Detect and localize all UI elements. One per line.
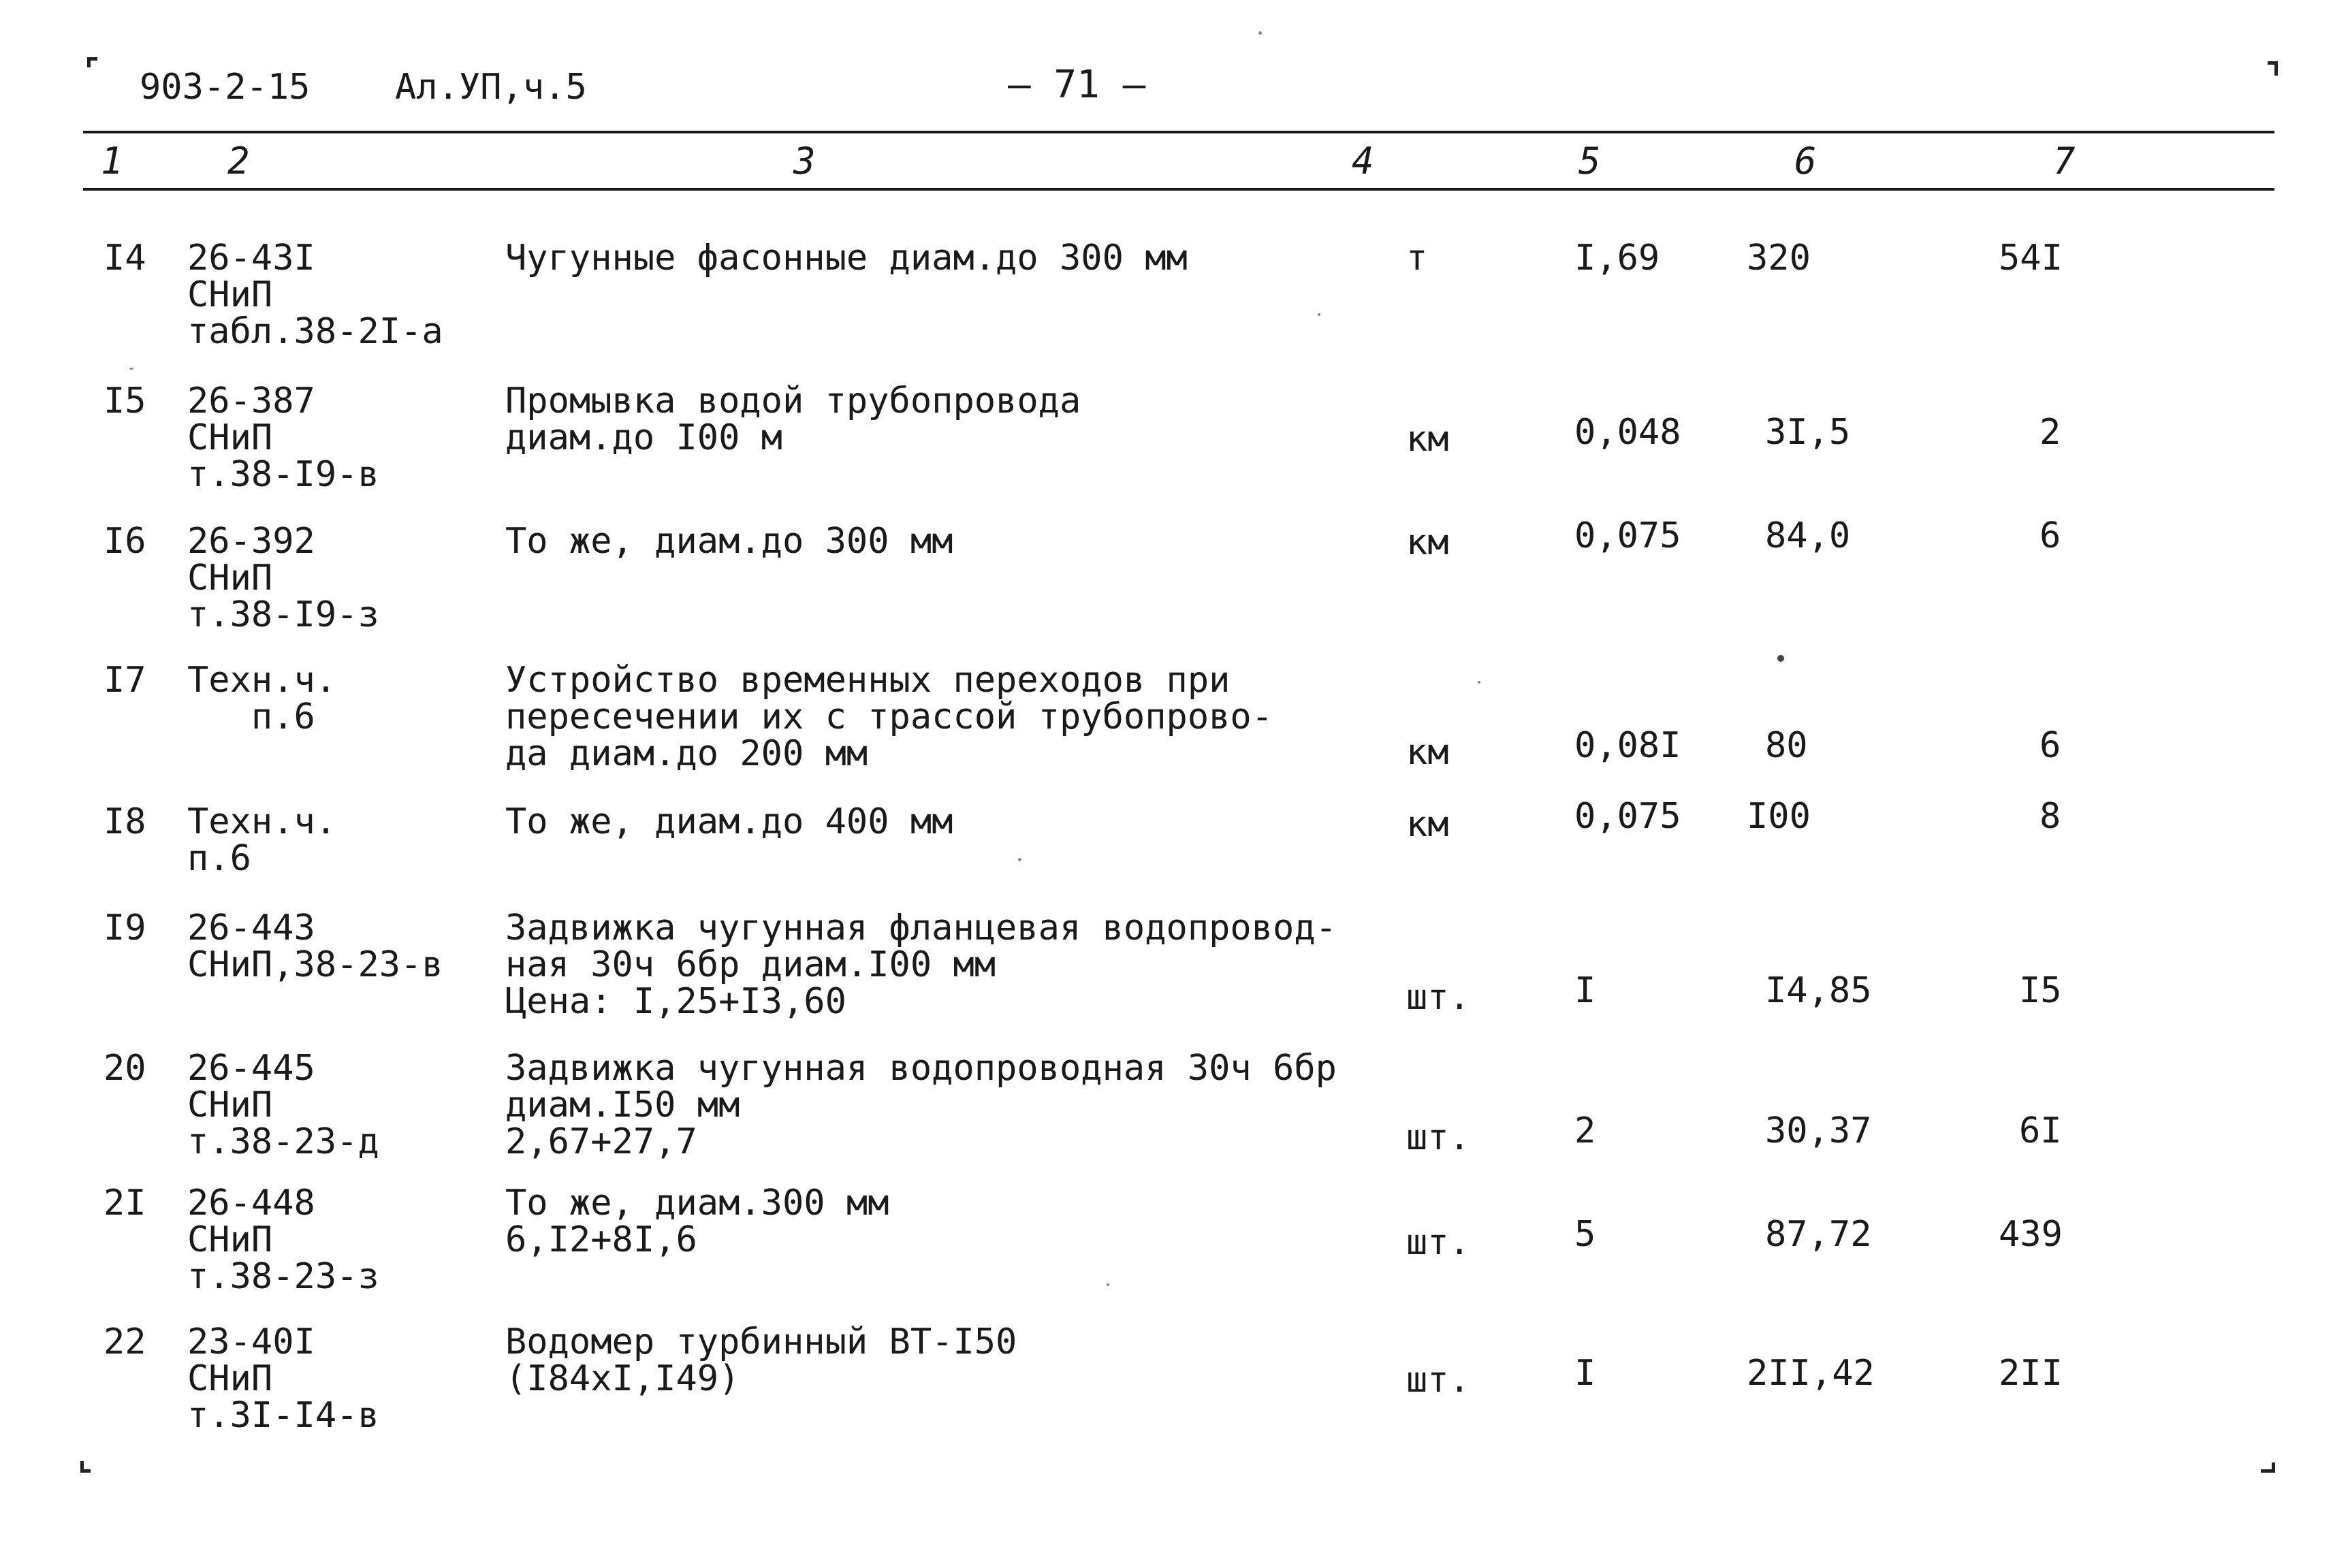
unit-price: 80 (1765, 725, 1808, 766)
album-reference: Ал.УП,ч.5 (395, 67, 587, 108)
scan-speck (1018, 858, 1021, 861)
row-number: 22 (104, 1322, 146, 1362)
work-description: То же, диам.до 300 мм (505, 521, 953, 562)
unit: км (1406, 522, 1449, 563)
unit: шт. (1406, 977, 1470, 1018)
work-description: То же, диам.300 мм 6,I2+8I,6 (505, 1183, 889, 1260)
quantity: I (1574, 970, 1596, 1011)
column-number-3: 3 (793, 140, 816, 182)
norm-reference: 26-448 СНиП т.38-23-з (187, 1183, 379, 1297)
unit-price: 2II,42 (1747, 1353, 1875, 1394)
corner-mark-bottom-right (2261, 1462, 2275, 1473)
row-number: I8 (104, 801, 146, 842)
quantity: 0,048 (1574, 412, 1681, 453)
quantity: I,69 (1574, 238, 1660, 278)
total-cost: 6I (2019, 1110, 2062, 1151)
unit-price: I4,85 (1765, 970, 1872, 1011)
unit: км (1406, 804, 1449, 845)
norm-reference: 23-40I СНиП т.3I-I4-в (187, 1322, 379, 1436)
quantity: 0,075 (1574, 796, 1681, 837)
total-cost: 2II (1999, 1353, 2063, 1394)
quantity: 0,075 (1574, 515, 1681, 556)
page-number: — 71 — (1008, 63, 1146, 107)
row-number: I7 (104, 660, 146, 701)
document-code: 903-2-15 (140, 67, 311, 108)
column-number-7: 7 (2053, 140, 2076, 182)
scan-speck (1478, 681, 1480, 684)
row-number: I4 (104, 238, 146, 278)
norm-reference: 26-43I СНиП табл.38-2I-а (187, 238, 443, 352)
norm-reference: Техн.ч. п.6 (187, 660, 337, 737)
total-cost: 6 (2040, 725, 2061, 766)
norm-reference: 26-392 СНиП т.38-I9-з (187, 521, 379, 635)
row-number: I9 (104, 908, 146, 948)
total-cost: 54I (1999, 238, 2063, 278)
scan-speck (1258, 31, 1262, 35)
work-description: То же, диам.до 400 мм (505, 801, 953, 842)
table-header-rule (83, 188, 2274, 191)
scan-speck (1777, 655, 1784, 662)
unit-price: 84,0 (1765, 515, 1851, 556)
quantity: 0,08I (1574, 725, 1681, 766)
table-top-rule (83, 131, 2274, 133)
row-number: I5 (104, 381, 146, 421)
total-cost: 439 (1999, 1214, 2063, 1255)
corner-mark-top-left (87, 57, 97, 67)
work-description: Водомер турбинный ВТ-I50 (I84xI,I49) (505, 1322, 1017, 1399)
total-cost: 2 (2040, 412, 2061, 453)
column-number-4: 4 (1352, 140, 1374, 182)
unit-price: 30,37 (1765, 1110, 1872, 1151)
unit-price: 3I,5 (1765, 412, 1851, 453)
total-cost: I5 (2019, 970, 2062, 1011)
unit-price: 320 (1747, 238, 1811, 278)
row-number: 2I (104, 1183, 146, 1223)
column-number-2: 2 (227, 140, 250, 182)
unit-price: 87,72 (1765, 1214, 1872, 1255)
work-description: Устройство временных переходов при пересечении их с трассой трубопрово- да диам.до 200 мм (505, 660, 1273, 774)
work-description: Чугунные фасонные диам.до 300 мм (505, 238, 1188, 278)
unit: шт. (1406, 1222, 1470, 1263)
quantity: 2 (1574, 1110, 1596, 1151)
quantity: 5 (1574, 1214, 1596, 1255)
total-cost: 8 (2040, 796, 2061, 837)
total-cost: 6 (2040, 515, 2061, 556)
corner-mark-bottom-left (80, 1461, 91, 1473)
quantity: I (1574, 1353, 1596, 1394)
scan-speck (1318, 313, 1320, 316)
unit: шт. (1406, 1117, 1470, 1158)
corner-mark-top-right (2268, 61, 2278, 76)
norm-reference: 26-387 СНиП т.38-I9-в (187, 381, 379, 495)
unit: т (1406, 238, 1428, 278)
unit: шт. (1406, 1360, 1470, 1401)
row-number: I6 (104, 521, 146, 562)
row-number: 20 (104, 1048, 146, 1089)
work-description: Промывка водой трубопровода диам.до I00 м (505, 381, 1081, 458)
column-number-6: 6 (1794, 140, 1817, 182)
unit: км (1406, 419, 1449, 460)
work-description: Задвижка чугунная водопроводная 30ч 6бр диам.I50 мм 2,67+27,7 (505, 1048, 1337, 1162)
work-description: Задвижка чугунная фланцевая водопровод- ная 30ч 6бр диам.I00 мм Цена: I,25+I3,60 (505, 908, 1337, 1022)
scan-speck (1107, 1283, 1109, 1286)
column-number-1: 1 (101, 140, 123, 182)
norm-reference: 26-443 СНиП,38-23-в (187, 908, 443, 985)
column-number-5: 5 (1578, 140, 1601, 182)
scan-speck (129, 368, 133, 370)
norm-reference: 26-445 СНиП т.38-23-д (187, 1048, 379, 1162)
unit: км (1406, 732, 1449, 773)
norm-reference: Техн.ч. п.6 (187, 801, 337, 879)
unit-price: I00 (1747, 796, 1811, 837)
